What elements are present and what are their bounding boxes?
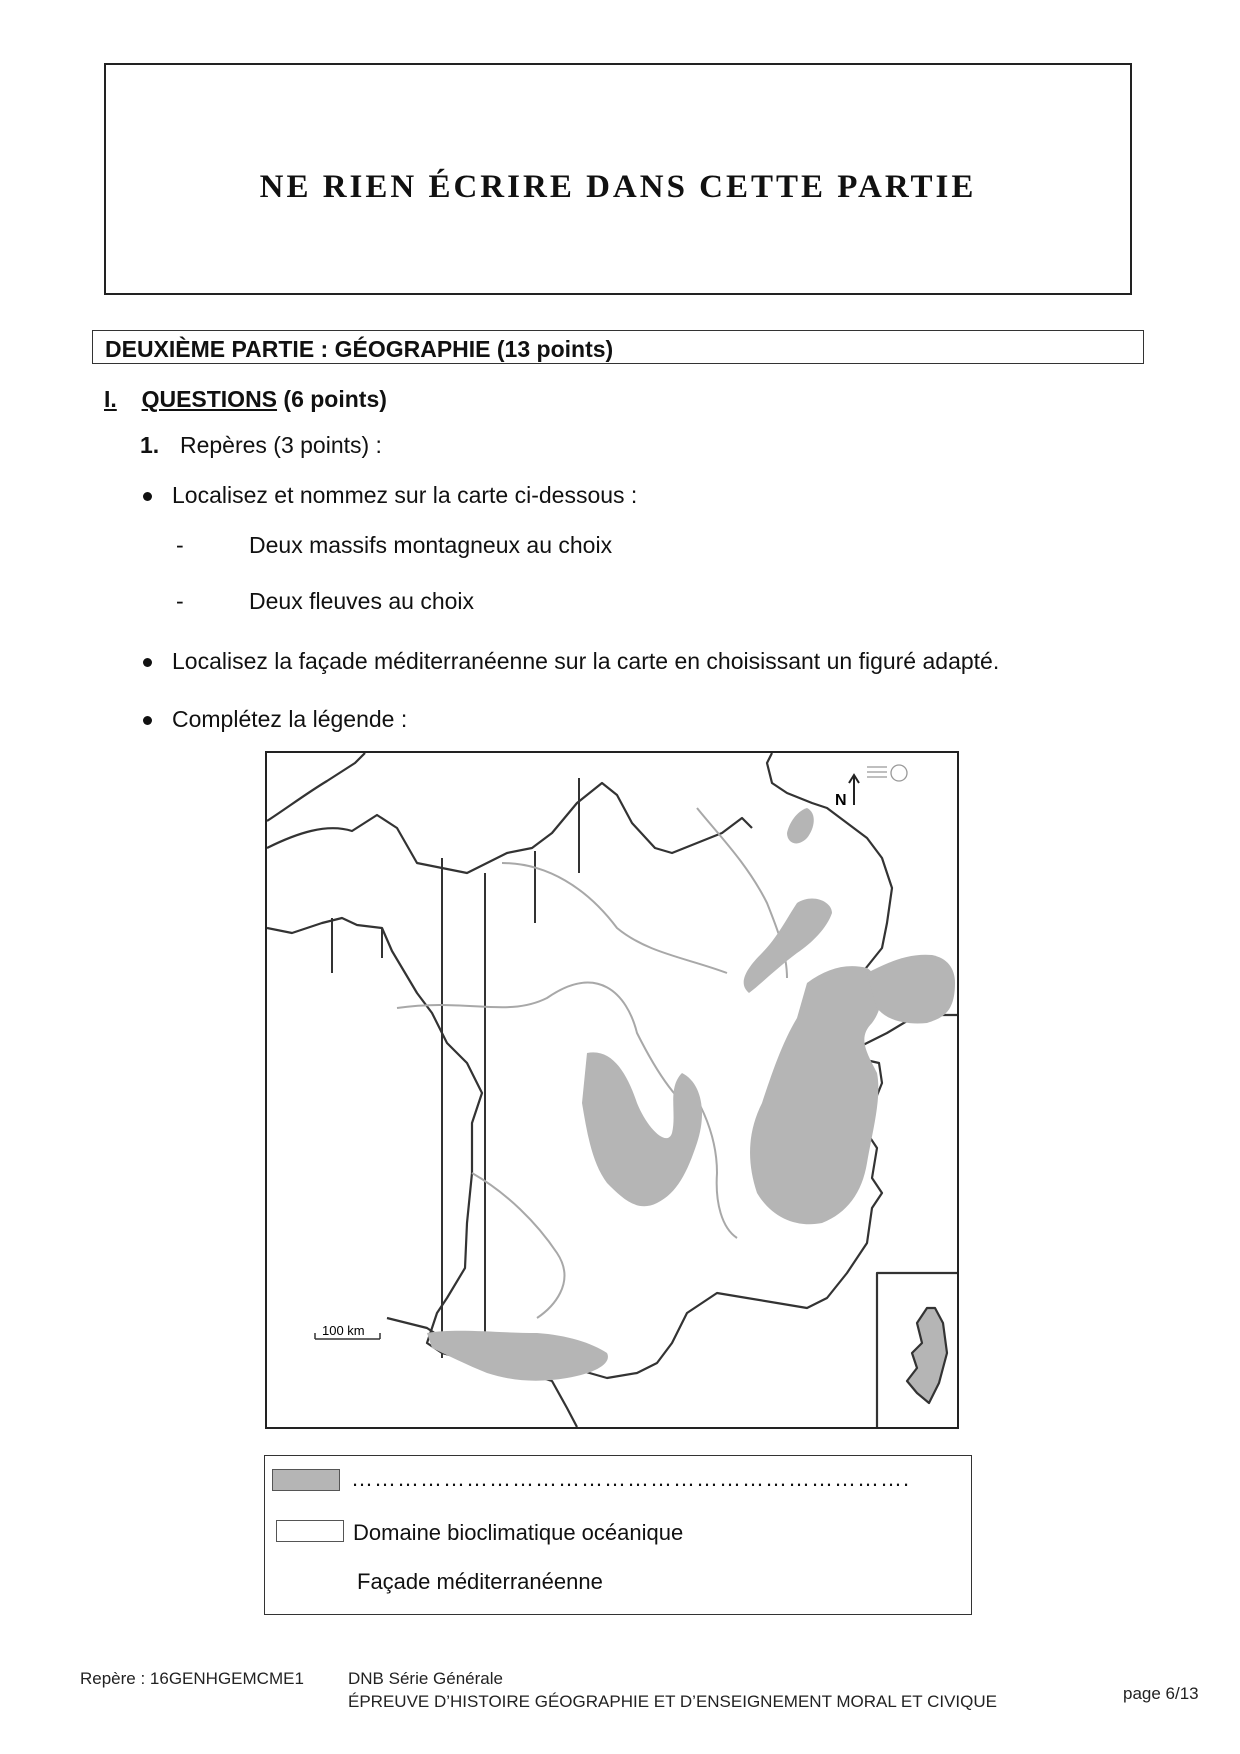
massif-central <box>582 1052 702 1206</box>
france-map <box>265 751 959 1429</box>
legend-med-label: Façade méditerranéenne <box>357 1569 603 1594</box>
bullet-text: Complétez la légende : <box>172 706 408 732</box>
bullet-facade <box>143 648 999 675</box>
coast-channel <box>267 783 752 873</box>
footer-series: DNB Série Générale <box>348 1669 503 1688</box>
questions-points: (6 points) <box>283 386 387 412</box>
question-1-text: Repères (3 points) : <box>179 432 382 458</box>
footer-exam: ÉPREUVE D’HISTOIRE GÉOGRAPHIE ET D’ENSEIGNEMENT MORAL ET CIVIQUE <box>348 1692 997 1711</box>
questions-heading <box>104 386 387 413</box>
alps-east <box>867 955 955 1024</box>
dash-item-massifs <box>176 532 613 559</box>
question-1-number: 1. <box>140 432 160 458</box>
dash-text: Deux fleuves au choix <box>249 588 475 614</box>
page-number: page 6/13 <box>1123 1684 1199 1703</box>
part-title: DEUXIÈME PARTIE : GÉOGRAPHIE (13 points) <box>92 330 1144 364</box>
bullet-dot <box>143 716 152 725</box>
legend-blank-line[interactable]: ………………………………………………………………. <box>351 1466 911 1491</box>
france-map-svg <box>267 753 957 1427</box>
bullet-text: Localisez la façade méditerranéenne sur la carte en choisissant un figuré adapté. <box>172 648 1000 674</box>
publisher-logo-icon <box>867 765 907 781</box>
questions-title: QUESTIONS <box>141 386 278 412</box>
questions-number: I. <box>104 386 117 412</box>
legend-swatch-oceanic <box>276 1520 344 1542</box>
dash-item-fleuves <box>176 588 475 615</box>
do-not-write-box <box>104 63 1132 295</box>
bullet-legende <box>143 706 407 733</box>
map-legend <box>264 1455 972 1615</box>
scale-label: 100 km <box>322 1323 365 1338</box>
corsica <box>907 1308 947 1403</box>
bullet-dot <box>143 658 152 667</box>
footer-ref: Repère : 16GENHGEMCME1 <box>80 1669 304 1688</box>
pyrenees <box>427 1331 608 1381</box>
legend-swatch-relief <box>272 1469 340 1491</box>
legend-oceanic-label: Domaine bioclimatique océanique <box>353 1520 684 1545</box>
dash-text: Deux massifs montagneux au choix <box>249 532 613 558</box>
question-1 <box>140 432 382 459</box>
warning-text: NE RIEN ÉCRIRE DANS CETTE PARTIE <box>259 169 977 205</box>
bullet-dot <box>143 492 152 501</box>
alps <box>750 966 881 1224</box>
bullet-text: Localisez et nommez sur la carte ci-dessous : <box>172 482 638 508</box>
dash-symbol: - <box>176 532 184 558</box>
coast-north <box>267 753 365 821</box>
bullet-localisez-nommez <box>143 482 637 509</box>
dash-symbol: - <box>176 588 184 614</box>
north-label: N <box>835 792 847 809</box>
vosges <box>787 808 814 843</box>
